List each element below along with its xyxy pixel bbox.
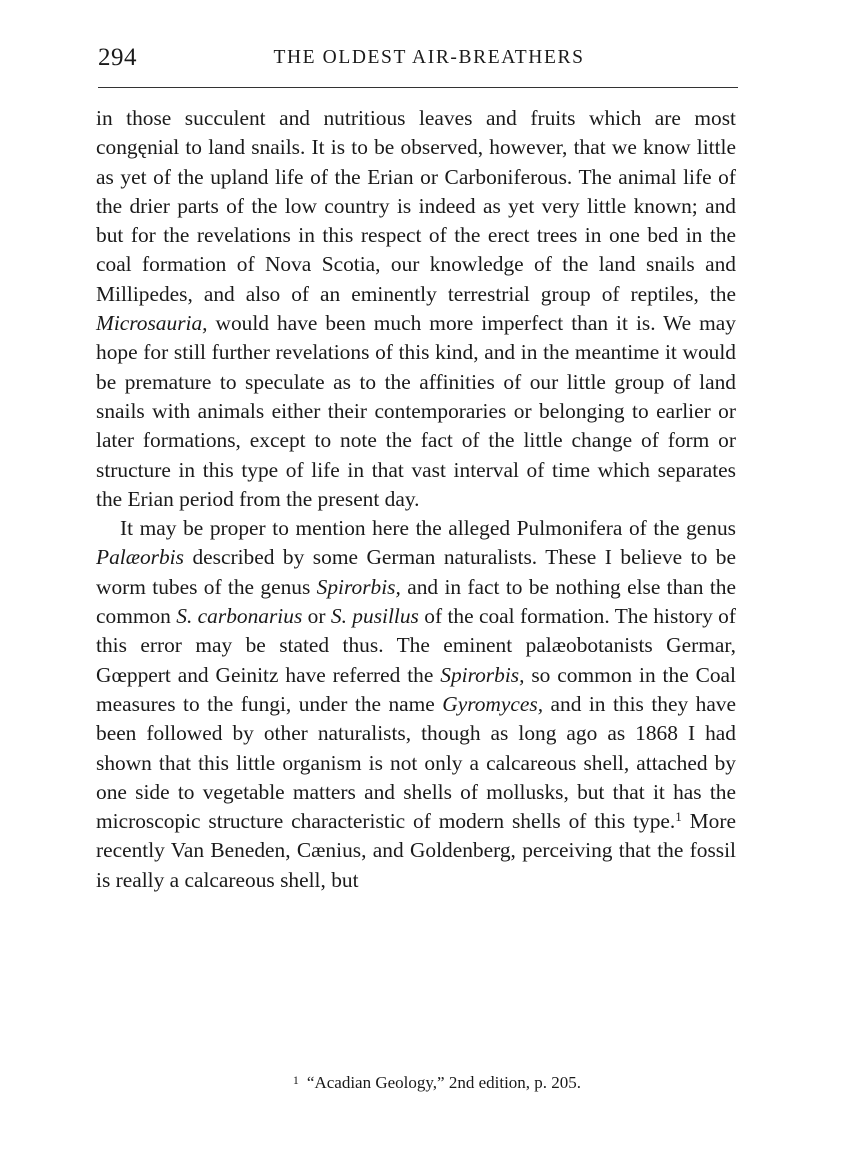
paragraph-1-text-after: would have been much more imperfect than it is. We may hope for still further revelations of this kind, and in the meantime it would be premature to speculate as to the affinities of our little group of land snails with animals either their contemporaries or belonging to earlier or later formations, except to note the fact of the little change of form or structure in this type of life in that vast interval of time which separates the Erian period from the present day. — [96, 311, 736, 511]
term-gyromyces: Gyromyces, — [442, 691, 544, 716]
paragraph-2-text-2: described by some German naturalists. These I believe to be worm tubes of the genus — [96, 545, 736, 599]
paragraph-2-text-8: More recently Van Beneden, Cænius, and Goldenberg, perceiving that the fossil is really a calcareous shell, but — [96, 809, 736, 892]
body-text — [96, 104, 736, 895]
footnote-text: “Acadian Geology,” 2nd edition, p. 205. — [306, 1073, 582, 1092]
paragraph-1 — [96, 104, 736, 514]
header-rule — [98, 87, 738, 88]
page-header — [98, 44, 738, 78]
page-number: 294 — [98, 44, 137, 71]
paragraph-2-text-6: so common in the Coal measures to the fungi, under the name — [96, 662, 736, 716]
term-microsauria: Microsauria, — [96, 311, 208, 336]
paragraph-2-text-4: or — [302, 604, 331, 629]
footnote — [0, 1073, 850, 1093]
paragraph-2-text-5: of the coal formation. The history of this error may be stated thus. The eminent palæobotanists Germar, Gœppert and Geinitz have referred the — [96, 604, 736, 687]
footnote-mark: 1 — [292, 1073, 299, 1087]
paragraph-1-text: in those succulent and nutritious leaves and fruits which are most congęnial to land snails. It is to be observed, however, that we know little as yet of the upland life of the Erian or Carboniferous. The animal life of the drier parts of the low country is indeed as yet very little known; and but for the revelations in this respect of the erect trees in one bed in the coal formation of Nova Scotia, our knowledge of the land snails and Millipedes, and also of an eminently terrestrial group of reptiles, the — [96, 106, 736, 306]
term-palaeorbis: Palæorbis — [96, 545, 184, 570]
term-spirorbis: Spirorbis, — [316, 574, 401, 599]
paragraph-2-text-1: It may be proper to mention here the alleged Pulmonifera of the genus — [120, 516, 736, 541]
paragraph-2-text-7: and in this they have been followed by other naturalists, though as long ago as 1868 I had shown that this little organism is not only a calcareous shell, attached by one side to vegetable matters and shells of mollusks, but that it has the microscopic structure characteristic of modern shells of this type. — [96, 691, 737, 834]
footnote-reference: 1 — [675, 809, 682, 825]
term-s-pusillus: S. pusillus — [330, 604, 419, 629]
term-spirorbis-2: Spirorbis, — [440, 662, 525, 687]
paragraph-2 — [96, 514, 736, 895]
paragraph-2-text-3: and in fact to be nothing else than the common — [96, 574, 736, 629]
term-s-carbonarius: S. carbonarius — [176, 604, 303, 629]
running-head: THE OLDEST AIR-BREATHERS — [273, 47, 585, 68]
